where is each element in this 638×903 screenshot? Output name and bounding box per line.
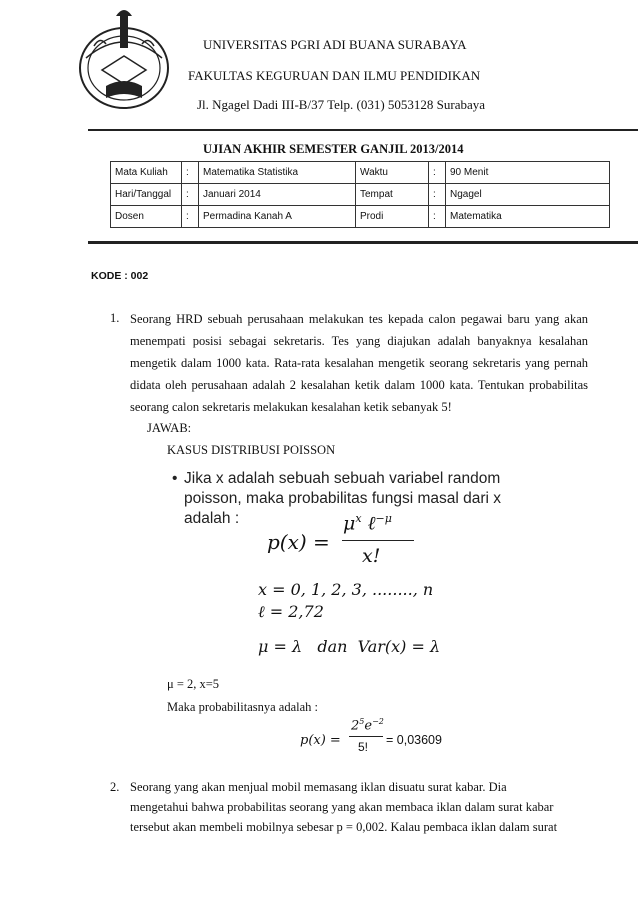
header-address: Jl. Ngagel Dadi III-B/37 Telp. (031) 5053128 Surabaya [197, 97, 486, 112]
table-cell: Januari 2014 [199, 184, 356, 206]
case-label: KASUS DISTRIBUSI POISSON [167, 443, 336, 457]
table-cell: Prodi [356, 206, 429, 228]
formula-numerator: $\mu^x$ ℓ$^{-\mu}$ [343, 512, 392, 535]
maka-text: Maka probabilitasnya adalah : [167, 700, 318, 714]
table-cell: : [429, 206, 446, 228]
calc-lhs: p(x) = [300, 733, 341, 748]
calc-result: = 0,03609 [386, 733, 442, 747]
table-cell: Dosen [111, 206, 182, 228]
table-cell: Matematika [446, 206, 610, 228]
university-logo [76, 6, 172, 116]
table-cell: : [182, 162, 199, 184]
question-1-text: Seorang HRD sebuah perusahaan melakukan tes kepada calon pegawai baru yang akan menempati posisi sebagai sekretaris. Tes yang diajukan adalah banyaknya kesalahan mengetik dalam 1000 kata. Rata-rata kesalahan mengetik seorang sekretaris yang pernah didata oleh perusahaan adalah 2 kesalahan ketik dalam 1000 kata. Tentukan probabilitas seorang calon sekretaris melakukan kesalahan ketik sebanyak 5! [130, 312, 588, 414]
question-2-line-1: Seorang yang akan menjual mobil memasang iklan disuatu surat kabar. Dia [130, 780, 507, 794]
header-rule-bottom [88, 241, 638, 244]
table-row [111, 206, 610, 228]
bullet-icon: • [172, 470, 178, 487]
table-cell: : [429, 184, 446, 206]
table-cell: Mata Kuliah [111, 162, 182, 184]
question-2-line-2: mengetahui bahwa probabilitas seorang yang akan membaca iklan dalam surat kabar [130, 800, 554, 814]
table-cell: Matematika Statistika [199, 162, 356, 184]
calc-denominator: 5! [358, 740, 369, 754]
formula-lhs: p(x) = [267, 530, 330, 554]
table-cell: 90 Menit [446, 162, 610, 184]
exam-code: KODE : 002 [91, 270, 149, 282]
definition-line-3: adalah : [184, 510, 240, 527]
exam-info-table [110, 161, 610, 228]
question-number: 2. [110, 780, 120, 794]
e-value: ℓ = 2,72 [258, 602, 324, 621]
table-cell: Hari/Tanggal [111, 184, 182, 206]
formula-fraction-bar [342, 540, 414, 541]
calc-numerator: $2^5e^{-2}$ [351, 717, 384, 734]
question-number: 1. [110, 311, 120, 325]
given-values: μ = 2, x=5 [167, 677, 220, 691]
header-university: UNIVERSITAS PGRI ADI BUANA SURABAYA [203, 37, 467, 52]
table-cell: : [182, 206, 199, 228]
table-row [111, 184, 610, 206]
formula-denominator: x! [362, 545, 381, 567]
table-cell: Ngagel [446, 184, 610, 206]
table-cell: : [182, 184, 199, 206]
table-row [111, 162, 610, 184]
table-cell: Waktu [356, 162, 429, 184]
question-2-line-3: tersebut akan membeli mobilnya sebesar p = 0,002. Kalau pembaca iklan dalam surat [130, 820, 558, 834]
header-faculty: FAKULTAS KEGURUAN DAN ILMU PENDIDIKAN [188, 68, 481, 83]
table-cell: : [429, 162, 446, 184]
calc-fraction-bar [349, 736, 383, 737]
header-rule-top [88, 129, 638, 131]
mu-lambda-line: μ = λ dan Var(x) = λ [258, 637, 441, 656]
exam-title: UJIAN AKHIR SEMESTER GANJIL 2013/2014 [203, 142, 464, 156]
definition-line-2: poisson, maka probabilitas fungsi masal dari x [184, 490, 502, 507]
x-values: x = 0, 1, 2, 3, ........, n [258, 580, 434, 599]
table-cell: Permadina Kanah A [199, 206, 356, 228]
answer-label: JAWAB: [147, 421, 192, 435]
definition-line-1: Jika x adalah sebuah sebuah variabel random [184, 470, 501, 487]
table-cell: Tempat [356, 184, 429, 206]
